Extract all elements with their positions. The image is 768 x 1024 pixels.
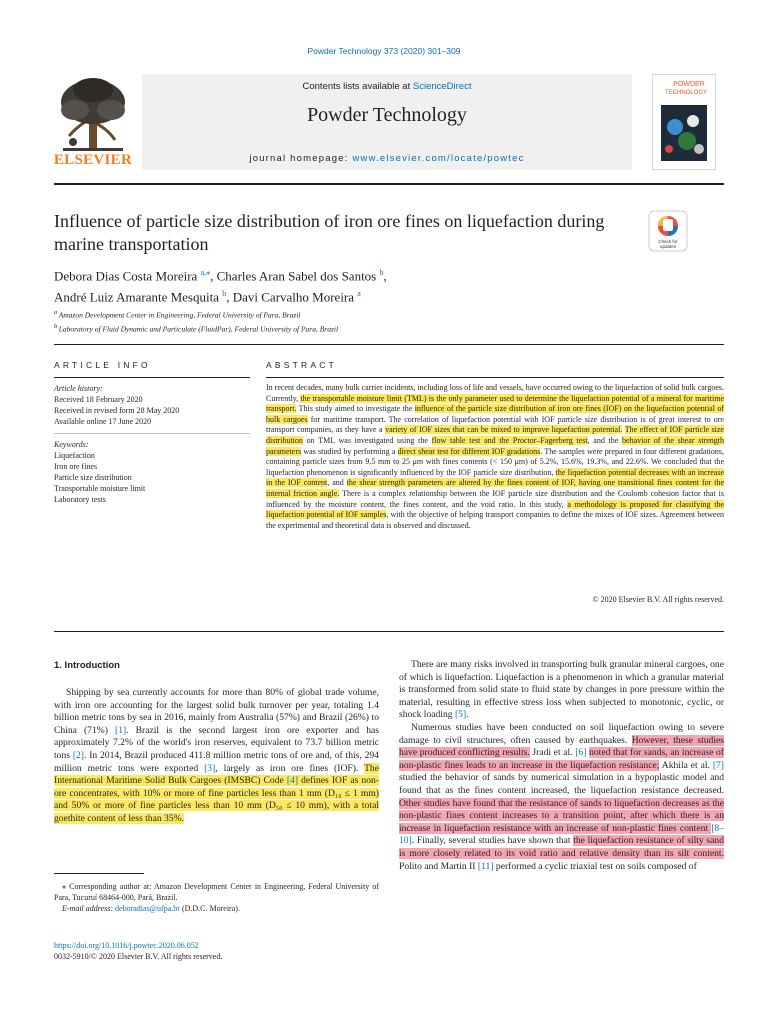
abstract-text — [266, 383, 724, 531]
footnote-text: Corresponding author at: Amazon Development Center in Engineering, Federal University of Para, Tucuruí 68464-000, Pará, Brazil. — [54, 882, 380, 902]
cover-line1: POWDER — [673, 81, 705, 88]
text-run: There are many risks involved in transporting bulk granular mineral cargoes, one of which is liquefaction. Liquefaction is a phenomenon in which a granular material is transformed from solid state to fluid state by changes in pore pressure within the material, resulting in effective stress loss when subjected to monotonic, cyclic, or shock loading — [399, 659, 724, 721]
highlighted-text: the liquefaction potential decreases with an increase in the IOF content — [266, 467, 724, 488]
affiliation-mark: b — [54, 322, 59, 330]
affiliation-text: Amazon Development Center in Engineering, Federal University of Para, Brazil — [58, 310, 301, 320]
text-run: This study aimed to investigate the — [296, 404, 415, 414]
check-for-updates-badge[interactable] — [648, 210, 688, 252]
keywords — [54, 439, 250, 505]
text-run: In recent decades, many bulk carrier incidents, including loss of life and vessels, have occurred owing to the liquefaction of solid bulk cargoes. Currently, — [266, 383, 724, 403]
contents-available-line — [142, 81, 632, 92]
highlighted-text: However, these studies have produced conflicting results. — [399, 734, 724, 759]
text-run: . — [466, 709, 469, 721]
text-run: Polito and Martin II — [399, 860, 478, 872]
highlighted-text: the shear strength parameters are altered by the fines content of IOF, having one transitional fines content for the internal friction angle. — [266, 478, 724, 498]
history-item: Available online 17 June 2020 — [54, 417, 152, 426]
reference-link[interactable]: [6] — [575, 747, 587, 759]
keyword: Transportable moisture limit — [54, 484, 146, 493]
abstract-copyright: © 2020 Elsevier B.V. All rights reserved. — [592, 595, 724, 604]
highlighted-text: direct shear test for different IOF gradations — [397, 446, 541, 456]
keyword: Liquefaction — [54, 451, 95, 460]
text-run: on TML was investigated using the — [302, 435, 432, 445]
affiliation-list — [54, 307, 614, 334]
contents-prefix: Contents lists available at — [302, 81, 413, 92]
text-run: studied the behavior of sands by numerical simulation in a hypoplastic model and found that as the fines content increased, the liquefaction resistance decreased. — [399, 772, 724, 796]
header-divider — [54, 183, 724, 185]
author-separator: , — [383, 268, 387, 284]
text-run: . Finally, several studies have shown that — [411, 835, 574, 847]
homepage-prefix: journal homepage: — [249, 153, 353, 164]
history-label: Article history: — [54, 384, 103, 393]
sciencedirect-link[interactable]: ScienceDirect — [412, 81, 472, 92]
homepage-link[interactable]: www.elsevier.com/locate/powtec — [352, 153, 525, 164]
reference-link[interactable]: [2] — [72, 749, 84, 761]
introduction-right-column — [399, 659, 724, 873]
journal-title: Powder Technology — [307, 104, 467, 126]
highlighted-text: flow table test and the Proctor–Fagerberg test — [431, 435, 588, 445]
history-item: Received in revised form 28 May 2020 — [54, 406, 180, 415]
journal-reference[interactable]: Powder Technology 373 (2020) 301–309 — [307, 46, 461, 56]
badge-line2: updates — [659, 244, 677, 249]
reference-link[interactable]: [1] — [115, 724, 127, 736]
author-affiliation-mark[interactable]: b — [379, 268, 384, 277]
reference-link[interactable]: [8–10] — [399, 822, 724, 847]
text-run: was studied by performing a — [301, 446, 398, 456]
journal-homepage-line — [142, 153, 632, 164]
highlighted-text: noted that for sands, an increase of non-plastic fines leads to an increase in the liquefaction resistance; — [399, 747, 724, 771]
cover-line2: TECHNOLOGY — [664, 90, 708, 96]
abstract-bottom-divider — [54, 631, 724, 632]
author-separator: , — [210, 268, 217, 284]
introduction-left-column — [54, 687, 379, 826]
highlighted-text: the transportable moisture limit (TML) is the only parameter used to determine the liquefaction potential of a mineral for maritime transport. — [266, 393, 725, 414]
issn-line: 0032-5910/© 2020 Elsevier B.V. All rights reserved. — [54, 952, 223, 961]
text-run: Numerous studies have been conducted on soil liquefaction owing to severe damage to civil structures, often caused by earthquakes. — [399, 721, 724, 746]
affiliation — [54, 307, 614, 321]
text-run: for maritime transport. The correlation of liquefaction potential with IOF particle size distribution is of great interest to ore transport companies, as they have a — [266, 414, 724, 435]
keyword: Particle size distribution — [54, 473, 132, 482]
author-name: André Luiz Amarante Mesquita — [54, 289, 223, 305]
elsevier-wordmark: ELSEVIER — [53, 152, 133, 168]
text-run: There is a complex relationship between the IOF particle size distribution and the Coulomb cohesion factor that is influenced by the moisture content, the fines content, and the void ratio. In this study, — [266, 488, 724, 509]
email-link[interactable]: deboradias@ufpa.br — [115, 904, 180, 913]
footnote-mark: ⁎ — [62, 882, 66, 891]
text-run: Shipping by sea currently accounts for more than 80% of global trade volume, with iron ore accounting for the largest solid bulk turnover per year, totaling 1.4 billion metric tons by sea in 2016, mainly from Australia (57%) and Brazil (26%) to China (71%) — [54, 687, 379, 736]
author-name: Charles Aran Sabel dos Santos — [216, 268, 380, 284]
doi-link[interactable]: https://doi.org/10.1016/j.powtec.2020.06.052 — [54, 941, 199, 950]
highlighted-text: a methodology is proposed for classifying the liquefaction potential of IOF samples — [266, 499, 724, 520]
highlighted-text: The International Maritime Solid Bulk Cargoes (IMSBC) Code — [54, 762, 379, 787]
text-run: , largely as iron ore fines (IOF). — [215, 762, 365, 774]
history-item: Received 18 February 2020 — [54, 395, 143, 404]
keywords-label: Keywords: — [54, 440, 89, 449]
article-info-divider — [54, 377, 250, 378]
author-affiliation-mark[interactable]: b — [222, 289, 227, 299]
author-affiliation-mark[interactable]: a,⁎ — [200, 268, 211, 277]
article-info-heading: ARTICLE INFO — [54, 360, 151, 370]
affiliation — [54, 321, 614, 335]
highlighted-text: influence of the particle size distribution of iron ore fines (IOF) on the liquefaction potential of bulk cargoes — [266, 404, 724, 424]
affiliation-divider — [54, 344, 724, 345]
paragraph — [399, 659, 724, 722]
text-run: . Brazil is the second largest iron ore exporter and has approximately 7.2% of the world's iron reserves, equivalent to 73.7 billion metric tons — [54, 724, 379, 761]
abstract-divider — [266, 377, 724, 378]
affiliation-text: Laboratory of Fluid Dynamic and Particulate (FluidPar), Federal University of Para, Brazil — [58, 324, 339, 333]
article-title: Influence of particle size distribution of iron ore fines on liquefaction during marine transportation — [54, 211, 605, 254]
highlighted-text: The effect of IOF particle size distribution — [266, 425, 724, 445]
highlighted-text: defines IOF as non-ore concentrates, with 10% or more of fine particles less than 1 mm (D₁₀ ≤ 1 mm) and 50% or more of fine particles less than 10 mm (D₅₀ ≤ 10 mm), with a total goethite content of less than 35%. — [54, 775, 379, 824]
abstract-heading: ABSTRACT — [266, 360, 337, 370]
affiliation-mark: a — [54, 309, 59, 316]
text-run: , with the objective of helping transport companies to define the mixes of IOF sizes. Agreement between the experimental and theoretical data is observed and discussed. — [266, 510, 724, 530]
highlighted-text: variety of IOF sizes that can be mixed to improve liquefaction potential. — [385, 425, 623, 435]
reference-link[interactable]: [11] — [477, 860, 494, 872]
author-affiliation-mark[interactable]: a — [357, 289, 361, 299]
text-run: performed a cyclic triaxial test on soils composed of — [493, 860, 697, 872]
history-divider — [54, 433, 250, 434]
author-name: Debora Dias Costa Moreira — [54, 268, 201, 284]
text-run: . In 2014, Brazil produced 411.8 million metric tons of ore and, of this, 294 million metric tons were exported — [54, 749, 379, 774]
paragraph — [399, 722, 724, 873]
reference-link[interactable]: [5] — [454, 709, 467, 721]
email-suffix: (D.D.C. Moreira). — [181, 904, 240, 913]
text-run: , and the — [587, 435, 623, 445]
text-run: Jradi et al. — [529, 747, 576, 759]
highlighted-text: the liquefaction resistance of silty sand is more closely related to its void ratio and relative density than its silt content. — [399, 835, 724, 859]
article-history — [54, 383, 250, 427]
text-run: . The samples were prepared in four different gradations, containing particle sizes from 9.5 mm to 25 μm with fines contents (< 150 μm) of 5.2%, 15.6%, 19.3%, and 22.6%. We concluded that the liquefaction phenomenon is significantly influenced by the IOF particle size distribution, — [266, 446, 725, 477]
author-list — [54, 264, 614, 307]
doi-block — [54, 940, 379, 962]
reference-link[interactable]: [3] — [204, 762, 216, 774]
highlighted-text: Other studies have found that the resistance of sands to liquefaction decreases as the non-plastic fines content increases to a transition point, after which there is an increase in liquefaction resistance with an increase of non-plastic fines content — [399, 797, 724, 834]
paragraph — [54, 687, 379, 826]
keyword: Iron ore fines — [54, 462, 98, 471]
journal-cover-image — [652, 74, 716, 170]
author-name: Davi Carvalho Moreira — [232, 289, 358, 305]
footnote-divider — [54, 873, 144, 874]
corresponding-author-footnote — [54, 881, 379, 914]
badge-line1: Check for — [658, 239, 678, 244]
email-label: E-mail address: — [62, 904, 114, 913]
reference-link[interactable]: [7] — [712, 759, 724, 771]
author-separator: , — [226, 289, 233, 305]
highlighted-text: behavior of the shear strength parameters — [266, 435, 725, 456]
text-run: Akhila et al. — [659, 759, 713, 771]
text-run: , and — [327, 478, 347, 488]
introduction-heading: 1. Introduction — [54, 660, 120, 671]
reference-link[interactable]: [4] — [286, 775, 299, 787]
keyword: Laboratory tests — [54, 495, 106, 504]
